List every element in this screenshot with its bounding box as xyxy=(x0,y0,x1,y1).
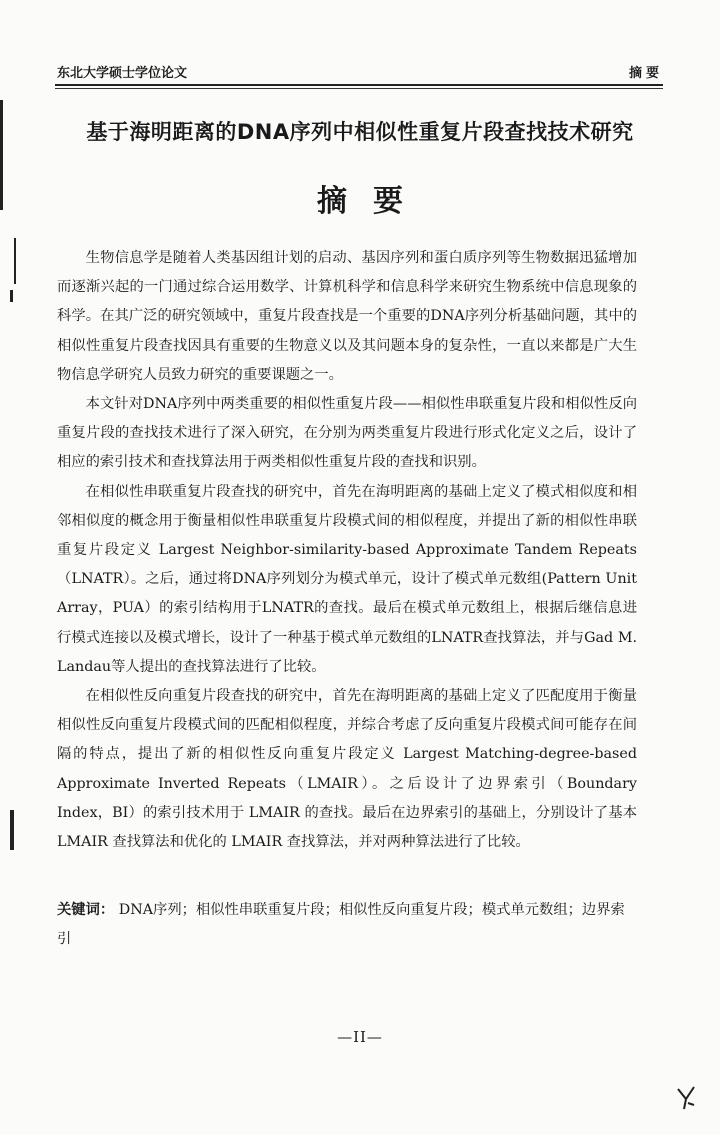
abstract-heading: 摘要 xyxy=(317,184,429,219)
abstract-paragraph: 生物信息学是随着人类基因组计划的启动、基因序列和蛋白质序列等生物数据迅猛增加而逐渐兴起的一门通过综合运用数学、计算机科学和信息科学来研究生物系统中信息现象的科学。在其广泛的研究领域中，重复片段查找是一个重要的DNA序列分析基础问题，其中的相似性重复片段查找因具有重要的生物意义以及其问题本身的复杂性，一直以来都是广大生物信息学研究人员致力研究的重要课题之一。 xyxy=(57,250,637,383)
header-rule-thin xyxy=(55,88,663,89)
handwritten-mark-icon xyxy=(674,1083,700,1113)
keywords xyxy=(57,896,637,954)
header-thesis-label: 东北大学硕士学位论文 xyxy=(57,66,188,81)
abstract-paragraph: 本文针对DNA序列中两类重要的相似性重复片段——相似性串联重复片段和相似性反向重复片段的查找技术进行了深入研究，在分别为两类重复片段进行形式化定义之后，设计了相应的索引技术和查找算法用于两类相似性重复片段的查找和识别。 xyxy=(57,396,637,471)
keywords-text: DNA序列；相似性串联重复片段；相似性反向重复片段；模式单元数组；边界索引 xyxy=(57,902,625,948)
page-number: —II— xyxy=(337,1028,383,1046)
scan-artifact xyxy=(14,238,16,284)
abstract-paragraph: 在相似性串联重复片段查找的研究中，首先在海明距离的基础上定义了模式相似度和相邻相似度的概念用于衡量相似性串联重复片段模式间的相似程度，并提出了新的相似性串联重复片段定义 Largest Neighbor-similarity-based Approximate Tandem Repeats（LNATR）。之后，通过将DNA序列划分为模式单元，设计了模式单元数组(Pattern Unit Array，PUA）的索引结构用于LNATR的查找。最后在模式单元数组上，根据后继信息进行模式连接以及模式增长，设计了一种基于模式单元数组的LNATR查找算法，并与Gad M. Landau等人提出的查找算法进行了比较。 xyxy=(57,483,637,675)
thesis-title: 基于海明距离的DNA序列中相似性重复片段查找技术研究 xyxy=(86,120,634,144)
abstract-paragraph: 在相似性反向重复片段查找的研究中，首先在海明距离的基础上定义了匹配度用于衡量相似性反向重复片段模式间的匹配相似程度，并综合考虑了反向重复片段模式间可能存在间隔的特点，提出了新的相似性反向重复片段定义 Largest Matching-degree-based Approximate Inverted Repeats（LMAIR）。之后设计了边界索引（Boundary Index，BI）的索引技术用于 LMAIR 的查找。最后在边界索引的基础上，分别设计了基本 LMAIR 查找算法和优化的 LMAIR 查找算法，并对两种算法进行了比较。 xyxy=(57,688,637,851)
header-section-label: 摘要 xyxy=(628,66,663,81)
abstract-body xyxy=(57,244,637,857)
keywords-label: 关键词： xyxy=(57,902,115,918)
scan-artifact xyxy=(10,290,13,302)
scan-artifact xyxy=(10,810,14,850)
running-header xyxy=(57,60,663,82)
header-rule xyxy=(55,84,663,86)
